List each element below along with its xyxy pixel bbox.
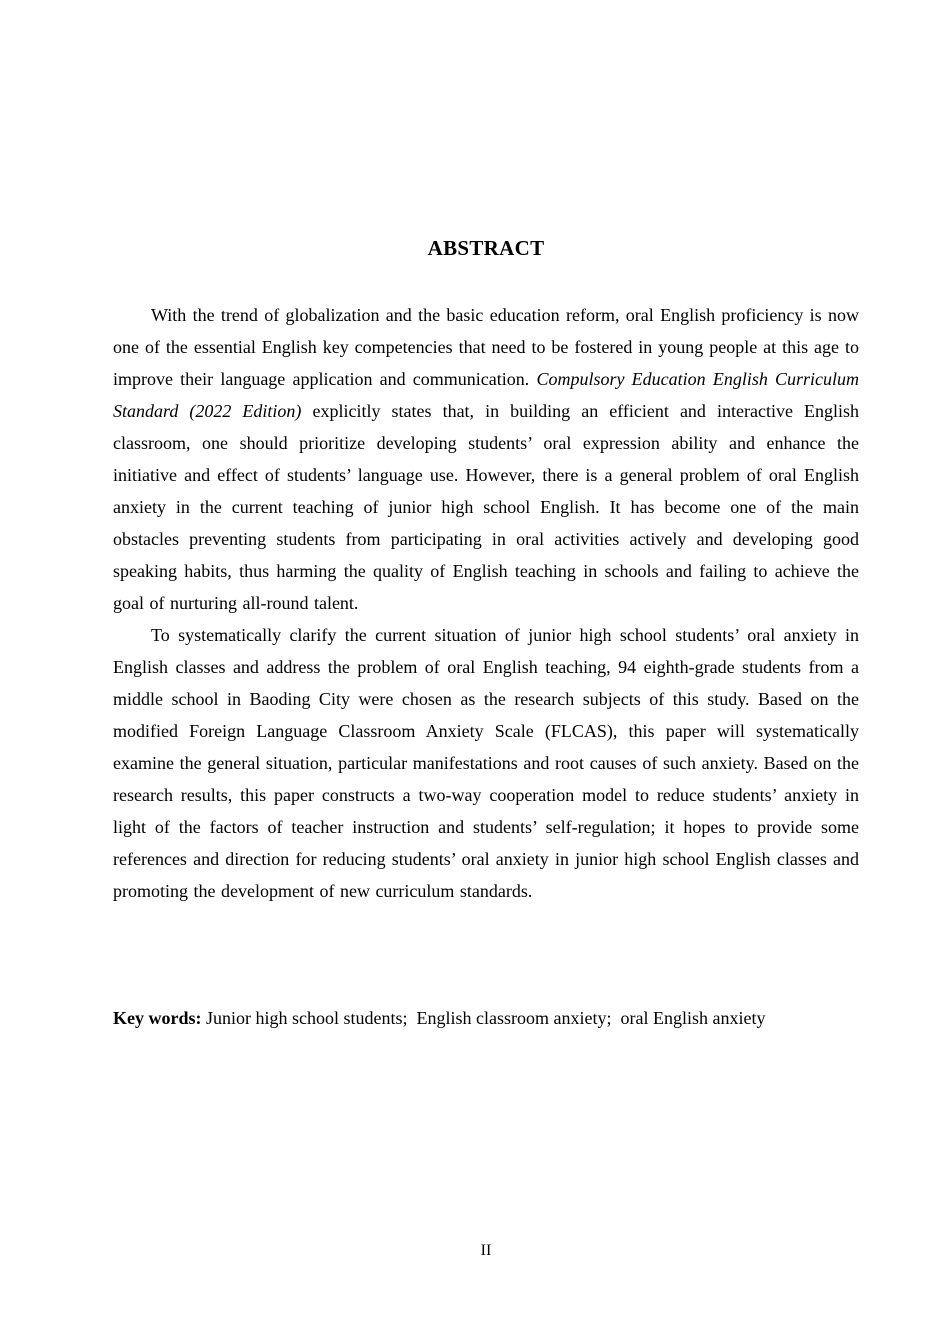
keyword-separator: ; (402, 1008, 417, 1028)
paragraph-1-text-start: With the trend of globalization and the basic education reform, oral English proficiency is now one of the essential English key competencies that need to be fostered in young people at this age to improve their language application and communication. (113, 305, 859, 389)
keyword-item: English classroom anxiety (416, 1008, 607, 1028)
keyword-separator: ; (606, 1008, 621, 1028)
abstract-paragraph-2: To systematically clarify the current situation of junior high school students’ oral anxiety in English classes and address the problem of oral English teaching, 94 eighth-grade students from a middle school in Baoding City were chosen as the research subjects of this study. Based on the modified Foreign Language Classroom Anxiety Scale (FLCAS), this paper will systematically examine the general situation, particular manifestations and root causes of such anxiety. Based on the research results, this paper constructs a two-way cooperation model to reduce students’ anxiety in light of the factors of teacher instruction and students’ self-regulation; it hopes to provide some references and direction for reducing students’ oral anxiety in junior high school English classes and promoting the development of new curriculum standards. (113, 625, 859, 901)
keyword-item: Junior high school students (206, 1008, 403, 1028)
abstract-paragraph-1 (113, 299, 859, 619)
keywords-label: Key words: (113, 1008, 202, 1028)
page-number: II (480, 1242, 492, 1259)
keywords-line (113, 1002, 873, 1034)
abstract-title: ABSTRACT (427, 236, 545, 260)
abstract-body (113, 299, 859, 907)
keyword-item: oral English anxiety (620, 1008, 766, 1028)
curriculum-standard-title: Compulsory Education English Curriculum Standard (2022 Edition) (113, 369, 860, 421)
paragraph-1-text-end: explicitly states that, in building an efficient and interactive English classroom, one should prioritize developing students’ oral expression ability and enhance the initiative and effect of students’ language use. However, there is a general problem of oral English anxiety in the current teaching of junior high school English. It has become one of the main obstacles preventing students from participating in oral activities actively and developing good speaking habits, thus harming the quality of English teaching in schools and failing to achieve the goal of nurturing all-round talent. (113, 401, 859, 613)
